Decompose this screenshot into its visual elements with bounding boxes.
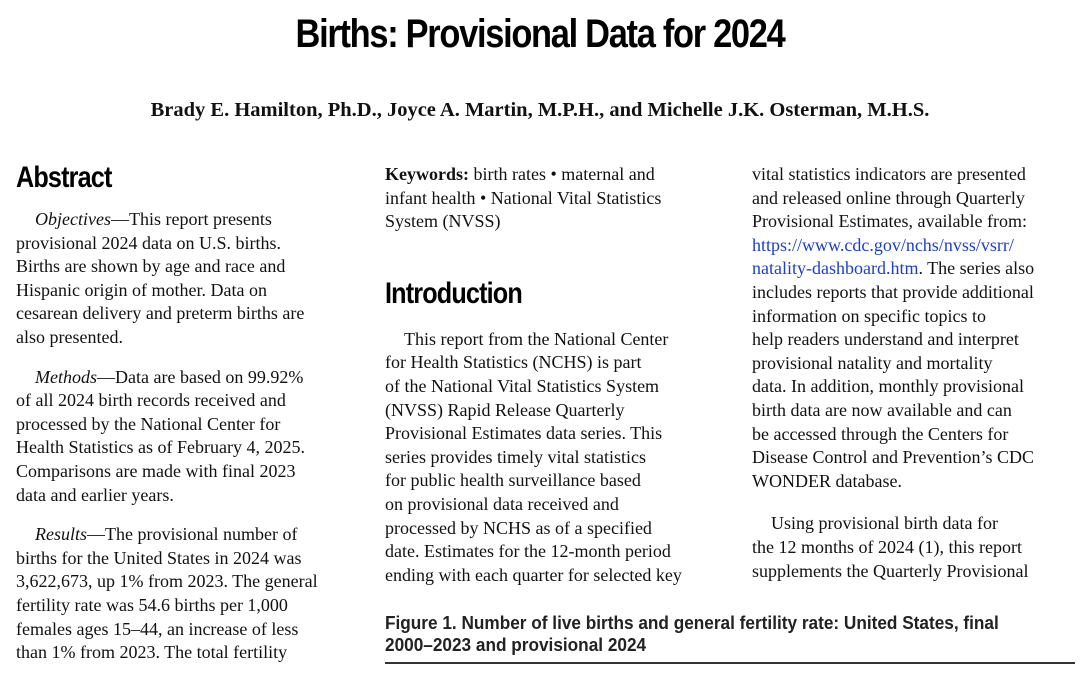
provisional-data-paragraph: Using provisional birth data for the 12 months of 2024 (1), this report supplements the Quarterly Provisional [752, 513, 1029, 581]
objectives-paragraph: Objectives—This report presents provisional 2024 data on U.S. births. Births are shown by age and race and Hispanic origin of mother. Data on cesarean delivery and preterm births are also presented. [16, 209, 305, 347]
keywords-paragraph: Keywords: birth rates • maternal and infant health • National Vital Statistics System (NVSS) [385, 164, 662, 232]
introduction-paragraph: This report from the National Center for Health Statistics (NCHS) is part of the National Vital Statistics System (NVSS) Rapid Release Quarterly Provisional Estimates data series. This series provides timely vital statistics for public health surveillance based on provisional data received and processed by NCHS as of a specified date. Estimates for the 12-month period ending with each quarter for selected key [385, 328, 682, 585]
results-paragraph: Results—The provisional number of births for the United States in 2024 was 3,622,673, up 1% from 2023. The general fertility rate was 54.6 births per 1,000 females ages 15–44, an increase of less than 1% from 2023. The total fertility [16, 524, 318, 663]
abstract-column [16, 160, 356, 681]
page-title: Births: Provisional Data for 2024 [295, 12, 785, 56]
results-label: Results [35, 524, 87, 545]
dashboard-link[interactable]: https://www.cdc.gov/nchs/nvss/vsrr/ [752, 234, 1014, 255]
keywords-label: Keywords: [385, 164, 469, 184]
authors: Brady E. Hamilton, Ph.D., Joyce A. Martin, M.P.H., and Michelle J.K. Osterman, M.H.S. [150, 99, 930, 121]
methods-paragraph: Methods—Data are based on 99.92% of all 2024 birth records received and processed by the National Center for Health Statistics as of February 4, 2025. Comparisons are made with final 2023 data and earlier years. [16, 366, 305, 505]
caption-divider [385, 662, 1075, 664]
objectives-label: Objectives [35, 209, 111, 229]
continuation-column [752, 163, 1072, 599]
introduction-heading: Introduction [385, 276, 522, 310]
dashboard-link-continued[interactable]: natality-dashboard.htm [752, 258, 919, 279]
quarterly-estimates-paragraph: vital statistics indicators are presented and released online through Quarterly Provisional Estimates, available from: https://www.cdc.gov/nchs/nvss/vsrr/ natality-dashboard.htm. The series also includes reports that provide additional information on specific topics to help readers understand and interpret provisional natality and mortality data. In addition, monthly provisional birth data are now available and can be accessed through the Centers for Disease Control and Prevention’s CDC WONDER database. [752, 164, 1035, 491]
abstract-heading: Abstract [16, 161, 112, 194]
methods-label: Methods [35, 366, 97, 387]
figure-caption: Figure 1. Number of live births and general fertility rate: United States, final 2000–2023 and provisional 2024 [385, 612, 999, 655]
introduction-column [385, 163, 725, 603]
